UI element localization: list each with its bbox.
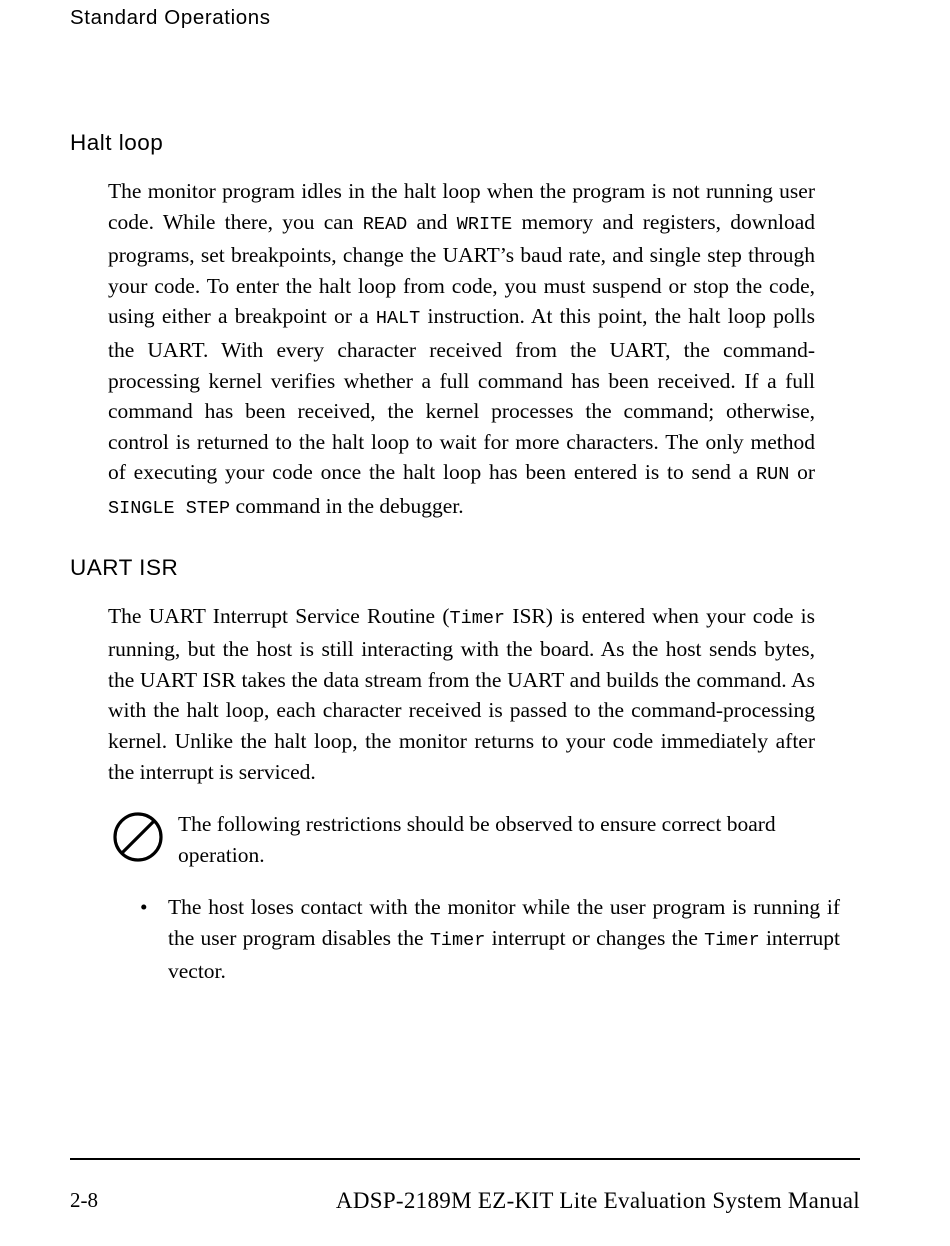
- footer-divider: [70, 1158, 860, 1160]
- paragraph-halt-loop: The monitor program idles in the halt loop when the program is not running user code. While there, you can READ and WRITE memory and registers, download programs, set breakpoints, change the UART’s baud rate, and single step through your code. To enter the halt loop from code, you must suspend or stop the code, using either a breakpoint or a HALT instruction. At this point, the halt loop polls the UART. With every character received from the UART, the command-processing kernel verifies whether a full command has been received. If a full command has been received, the kernel processes the command; otherwise, control is returned to the halt loop to wait for more characters. The only method of executing your code once the halt loop has been entered is to send a RUN or SINGLE STEP command in the debugger.: [108, 179, 815, 519]
- prohibition-icon: [112, 811, 164, 863]
- paragraph-uart-isr: The UART Interrupt Service Routine (Timer ISR) is entered when your code is running, but the host is still interacting with the board. As the host sends bytes, the UART ISR takes the data stream from the UART and builds the command. As with the halt loop, each character received is passed to the command-processing kernel. Unlike the halt loop, the monitor returns to your code immediately after the interrupt is serviced.: [108, 603, 815, 784]
- list-item: [70, 892, 860, 987]
- note-text: The following restrictions should be observed to ensure correct board operation.: [178, 812, 776, 867]
- running-head: Standard Operations: [70, 6, 271, 29]
- page-content: [70, 130, 860, 987]
- bullet-marker: •: [140, 895, 148, 920]
- page-number: 2-8: [70, 1188, 98, 1212]
- bullet-text: The host loses contact with the monitor while the user program is running if the user program disables the Timer interrupt or changes the Timer interrupt vector.: [168, 895, 840, 984]
- note-block: [70, 809, 860, 870]
- section-heading-halt-loop: Halt loop: [70, 130, 164, 155]
- section-heading-uart-isr: UART ISR: [70, 554, 179, 580]
- footer-title: ADSP-2189M EZ-KIT Lite Evaluation System Manual: [335, 1188, 860, 1213]
- page-footer: [70, 1172, 860, 1212]
